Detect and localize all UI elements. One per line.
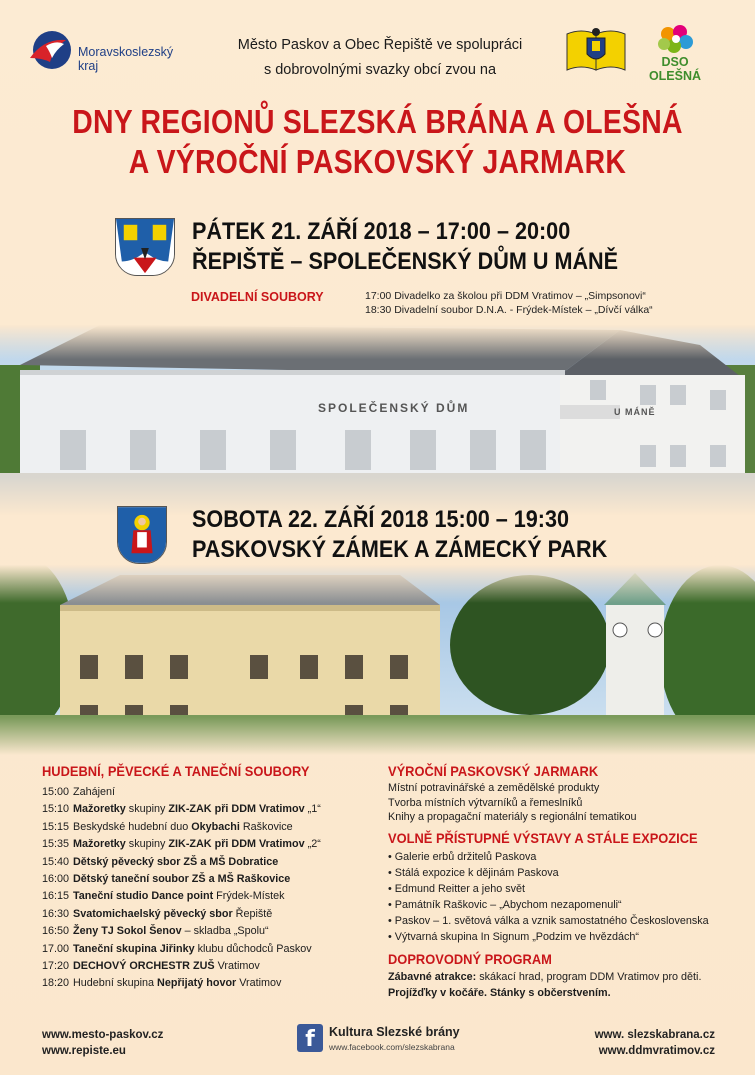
music-program-row: [42, 906, 372, 923]
music-program-row: [42, 975, 372, 992]
title-line-1: DNY REGIONŮ SLEZSKÁ BRÁNA A OLEŠNÁ: [72, 103, 683, 140]
program-performer: Mažoretky skupiny ZIK-ZAK při DDM Vratimov „2“: [73, 838, 321, 851]
music-program-list: [42, 784, 372, 993]
program-time: 15:10: [42, 803, 70, 816]
theatre-item: 18:30 Divadelní soubor D.N.A. - Frýdek-Místek – „Dívčí válka“: [365, 304, 653, 316]
program-performer: Mažoretky skupiny ZIK-ZAK při DDM Vratimov „1“: [73, 803, 321, 816]
link-repiste[interactable]: www.repiste.eu: [42, 1045, 126, 1057]
program-time: 15:35: [42, 838, 70, 851]
attractions-text: skákací hrad, program DDM Vratimov pro děti.: [476, 970, 702, 983]
music-program-row: [42, 854, 372, 871]
program-performer: Taneční skupina Jiřinky klubu důchodců Paskov: [73, 942, 312, 955]
repiste-coat-of-arms-icon: [115, 218, 175, 276]
friday-date-time: PÁTEK 21. ZÁŘÍ 2018 – 17:00 – 20:00: [192, 218, 571, 245]
invitation-line-2: s dobrovolnými svazky obcí zvou na: [263, 62, 497, 78]
program-time: 16:00: [42, 873, 70, 886]
theatre-program-list: [365, 289, 653, 317]
jarmark-item: Tvorba místních výtvarníků a řemeslníků: [388, 796, 583, 809]
dso-olesna-logo: [640, 24, 710, 83]
exhibition-item: • Památník Raškovic – „Abychom nezapomenuli“: [388, 897, 728, 913]
program-time: 15:15: [42, 820, 70, 833]
exhibition-item: • Galerie erbů držitelů Paskova: [388, 849, 728, 865]
side-program-line-1: [388, 969, 728, 985]
program-performer: DECHOVÝ ORCHESTR ZUŠ Vratimov: [73, 960, 260, 973]
paskov-chateau-photo: [0, 565, 755, 755]
exhibitions-heading: VOLNĚ PŘÍSTUPNÉ VÝSTAVY A STÁLE EXPOZICE: [388, 829, 698, 846]
program-time: 15:40: [42, 855, 70, 868]
program-performer: Svatomichaelský pěvecký sbor Řepiště: [73, 907, 273, 920]
music-program-row: [42, 836, 372, 853]
facebook-icon: f: [297, 1024, 323, 1052]
program-time: 15:00: [42, 786, 70, 798]
friday-venue: ŘEPIŠTĚ – SPOLEČENSKÝ DŮM U MÁNĚ: [192, 248, 619, 275]
saturday-date-time: SOBOTA 22. ZÁŘÍ 2018 15:00 – 19:30: [192, 506, 569, 533]
program-performer: Taneční studio Dance point Frýdek-Místek: [73, 890, 285, 903]
theatre-item: 17:00 Divadelko za školou při DDM Vratimov – „Simpsonovi“: [365, 290, 646, 302]
exhibition-item: • Edmund Reitter a jeho svět: [388, 881, 728, 897]
program-performer: Beskydské hudební duo Okybachi Raškovice: [73, 820, 293, 833]
jarmark-item: Místní potravinářské a zemědělské produkty: [388, 782, 600, 794]
paskov-coat-of-arms-icon: [117, 506, 167, 564]
music-program-row: [42, 888, 372, 905]
attractions-label: Zábavné atrakce:: [388, 970, 477, 983]
saturday-venue: PASKOVSKÝ ZÁMEK A ZÁMECKÝ PARK: [192, 536, 608, 563]
music-program-row: [42, 923, 372, 940]
program-performer: Dětský taneční soubor ZŠ a MŠ Raškovice: [73, 873, 291, 886]
program-performer: Zahájení: [73, 786, 116, 798]
music-program-row: [42, 941, 372, 958]
kraj-suffix: kraj: [78, 59, 99, 73]
program-time: 17:20: [42, 960, 70, 973]
program-time: 17.00: [42, 942, 70, 955]
program-time: 16:50: [42, 925, 70, 938]
jarmark-list: [388, 781, 728, 825]
program-time: 16:30: [42, 907, 70, 920]
music-program-row: [42, 871, 372, 888]
program-time: 18:20: [42, 977, 70, 990]
flower-icon: [640, 24, 710, 56]
facebook-page-name: Kultura Slezské brány: [329, 1025, 460, 1039]
music-program-row: [42, 958, 372, 975]
jarmark-item: Knihy a propagační materiály s regionální tematikou: [388, 811, 637, 823]
jarmark-heading: VÝROČNÍ PASKOVSKÝ JARMARK: [388, 763, 599, 779]
music-program-row: [42, 801, 372, 818]
program-performer: Dětský pěvecký sbor ZŠ a MŠ Dobratice: [73, 855, 279, 868]
theatre-groups-heading: DIVADELNÍ SOUBORY: [191, 290, 324, 304]
link-slezskabrana[interactable]: www. slezskabrana.cz: [594, 1029, 715, 1041]
title-line-2: A VÝROČNÍ PASKOVSKÝ JARMARK: [128, 143, 627, 180]
side-program-line-2: Projížďky v kočáře. Stánky s občerstvením.: [388, 986, 611, 999]
program-performer: Ženy TJ Sokol Šenov – skladba „Spolu“: [73, 925, 269, 938]
exhibition-item: • Paskov – 1. světová válka a vznik samostatného Československa: [388, 913, 728, 929]
right-column: [388, 762, 728, 1001]
link-mesto-paskov[interactable]: www.mesto-paskov.cz: [42, 1029, 164, 1041]
slezska-brana-crest-icon: [565, 26, 627, 74]
music-program-section: [42, 762, 372, 993]
building-sign-small: U MÁNĚ: [614, 407, 656, 417]
kraj-name: Moravskoslezský: [78, 45, 174, 59]
link-ddmvratimov[interactable]: www.ddmvratimov.cz: [598, 1045, 715, 1057]
event-title: [53, 102, 702, 182]
side-program-heading: DOPROVODNÝ PROGRAM: [388, 950, 552, 967]
music-program-row: [42, 819, 372, 836]
music-program-heading: HUDEBNÍ, PĚVECKÉ A TANEČNÍ SOUBORY: [42, 763, 310, 779]
exhibition-item: • Výtvarná skupina In Signum „Podzim ve hvězdách“: [388, 929, 728, 945]
facebook-url[interactable]: www.facebook.com/slezskabrana: [329, 1042, 455, 1052]
moravskoslezsky-kraj-logo: [26, 26, 186, 78]
spolecensky-dum-photo: [0, 325, 755, 515]
building-sign: SPOLEČENSKÝ DŮM: [318, 401, 470, 415]
dso-olesna-text: DSO OLEŠNÁ: [648, 55, 702, 83]
invitation-line-1: Město Paskov a Obec Řepiště ve spolupráci: [237, 37, 523, 53]
program-time: 16:15: [42, 890, 70, 903]
footer-left-links: [42, 1027, 163, 1059]
footer-right-links: [595, 1027, 715, 1059]
music-program-row: [42, 784, 372, 801]
exhibition-item: • Stálá expozice k dějinám Paskova: [388, 865, 728, 881]
kraj-emblem-icon: [26, 28, 74, 72]
program-performer: Hudební skupina Nepřijatý hovor Vratimov: [73, 977, 282, 990]
exhibitions-list: [388, 849, 728, 945]
invitation-text: [200, 33, 560, 83]
